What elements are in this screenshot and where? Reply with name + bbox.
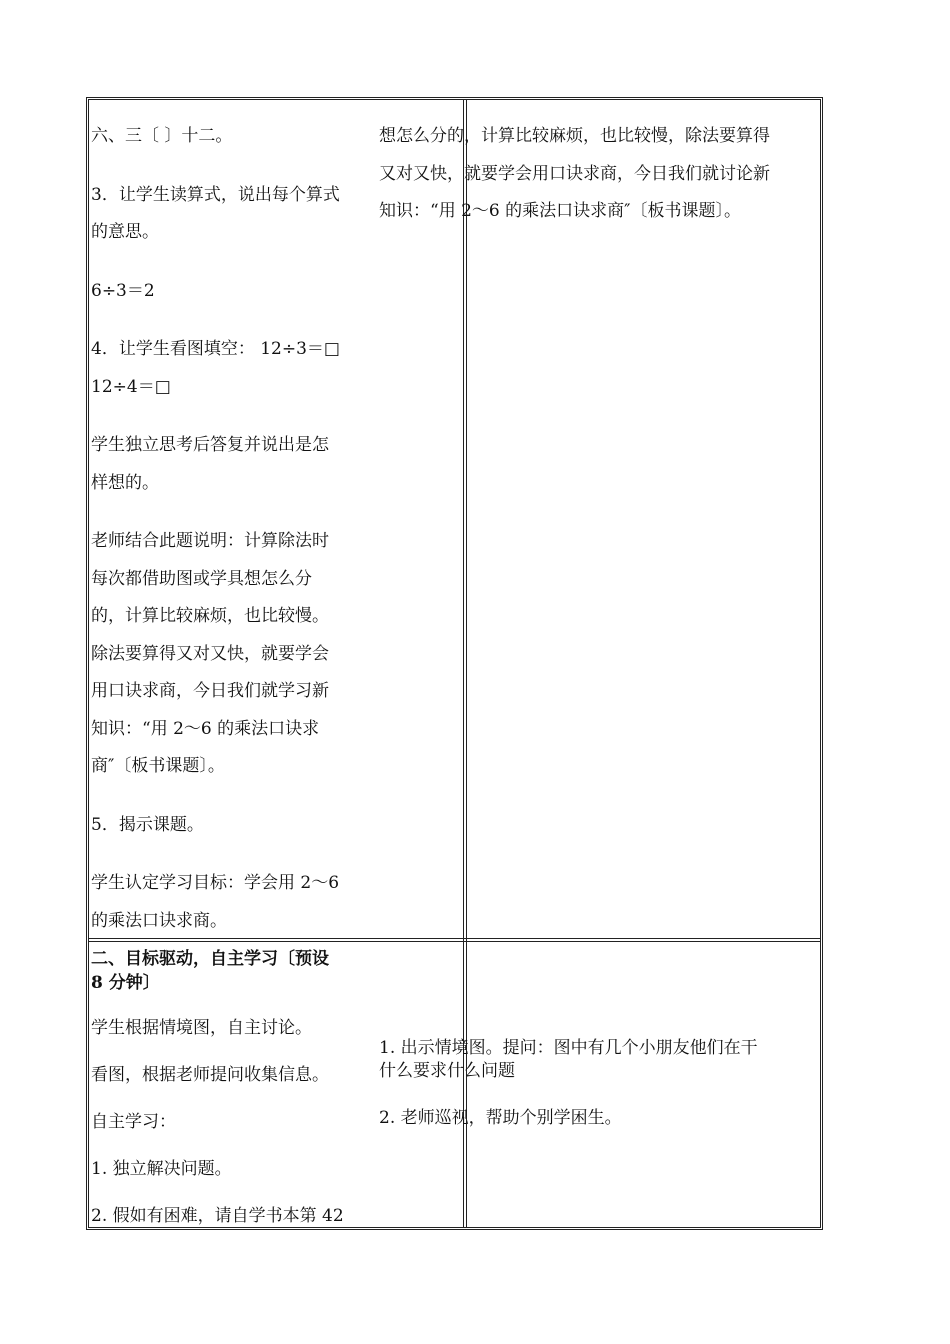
paragraph bbox=[91, 273, 361, 311]
text-line: 除法要算得又对又快，就要学会 bbox=[91, 643, 329, 664]
text-line: 学生独立思考后答复并说出是怎 bbox=[91, 435, 329, 455]
paragraph bbox=[379, 1037, 819, 1083]
text-line: 的意思。 bbox=[91, 222, 159, 242]
text-line: 用口诀求商，今日我们就学习新 bbox=[91, 681, 329, 701]
text-line: 学生根据情境图，自主讨论。 bbox=[91, 1018, 312, 1038]
text-line: 5．揭示课题。 bbox=[91, 814, 204, 835]
bottom-right-cell bbox=[379, 947, 819, 1130]
text-line: 2. 老师巡视，帮助个别学困生。 bbox=[379, 1108, 622, 1128]
bottom-left-cell bbox=[91, 947, 376, 1228]
top-left-cell bbox=[91, 118, 361, 940]
text-line: 3．让学生读算式，说出每个算式 bbox=[91, 184, 340, 205]
text-line: 什么要求什么问题 bbox=[379, 1061, 515, 1081]
text-line: 的乘法口诀求商。 bbox=[91, 910, 227, 931]
top-right-cell bbox=[379, 118, 819, 231]
heading-line: 二、目标驱动，自主学习〔预设 bbox=[91, 949, 329, 969]
section-heading bbox=[91, 947, 376, 995]
paragraph bbox=[379, 1107, 819, 1130]
text-line: 又对又快，就要学会用口诀求商，今日我们就讨论新 bbox=[379, 163, 770, 184]
text-line: 样想的。 bbox=[91, 472, 159, 493]
paragraph bbox=[91, 523, 361, 786]
text-line: 想怎么分的，计算比较麻烦，也比较慢，除法要算得 bbox=[379, 126, 770, 146]
text-line: 6÷3＝2 bbox=[91, 280, 155, 301]
text-line: 看图，根据老师提问收集信息。 bbox=[91, 1065, 329, 1085]
paragraph bbox=[91, 865, 361, 940]
text-line: 知识：“用 2～6 的乘法口诀求商″〔板书课题〕。 bbox=[379, 201, 741, 221]
text-line: 1. 出示情境图。提问：图中有几个小朋友他们在干 bbox=[379, 1038, 758, 1058]
paragraph bbox=[91, 427, 361, 502]
text-line: 每次都借助图或学具想怎么分 bbox=[91, 568, 312, 589]
text-line: 12÷4＝□ bbox=[91, 376, 171, 397]
paragraph bbox=[91, 331, 361, 406]
heading-line: 8 分钟〕 bbox=[91, 973, 160, 993]
text-line: 老师结合此题说明：计算除法时 bbox=[91, 531, 329, 551]
text-line: 2. 假如有困难，请自学书本第 42 bbox=[91, 1206, 344, 1226]
text-line: 的，计算比较麻烦，也比较慢。 bbox=[91, 606, 329, 626]
paragraph bbox=[91, 118, 361, 156]
text-line: 六、三〔 〕十二。 bbox=[91, 126, 233, 146]
text-line: 1. 独立解决问题。 bbox=[91, 1159, 232, 1179]
text-line: 自主学习： bbox=[91, 1112, 176, 1132]
text-line: 商″〔板书课题〕。 bbox=[91, 756, 225, 776]
text-line: 4．让学生看图填空： 12÷3＝□ bbox=[91, 339, 340, 359]
lesson-plan-table bbox=[86, 97, 823, 1230]
paragraph bbox=[91, 807, 361, 845]
paragraph bbox=[91, 177, 361, 252]
text-line: 学生认定学习目标：学会用 2～6 bbox=[91, 873, 340, 893]
text-line: 知识：“用 2～6 的乘法口诀求 bbox=[91, 718, 320, 739]
